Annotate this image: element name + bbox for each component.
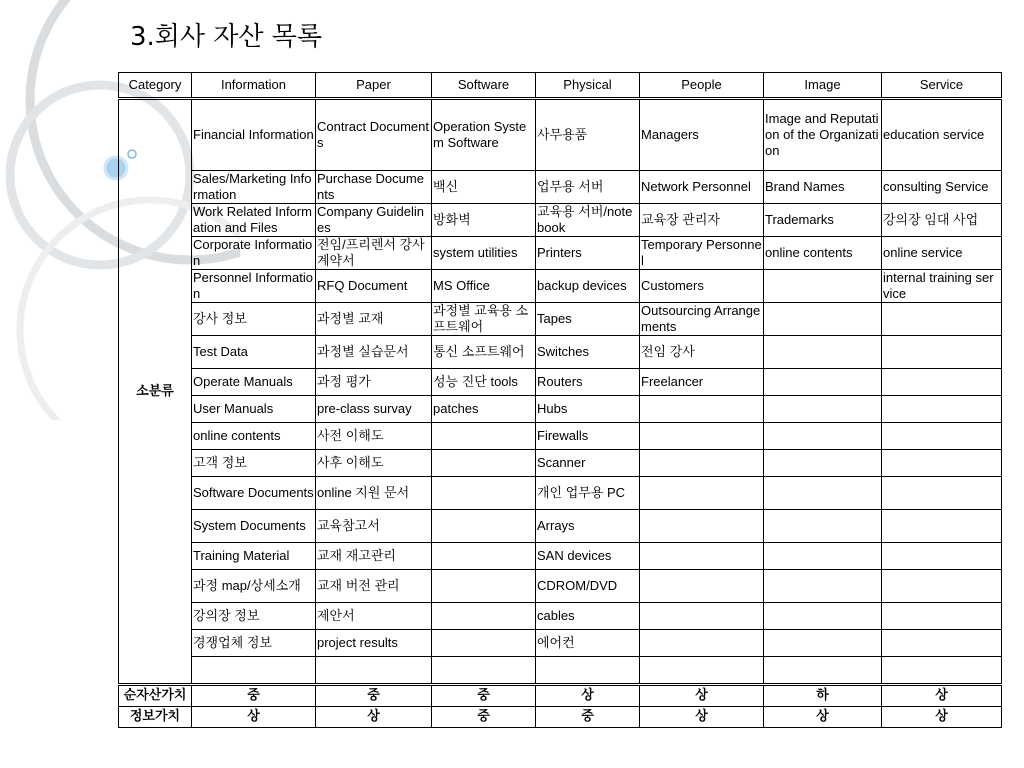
table-cell-paper: 과정 평가	[316, 369, 432, 396]
table-row	[119, 237, 1002, 270]
table-cell-information: Operate Manuals	[192, 369, 316, 396]
value-cell-people: 상	[640, 685, 764, 707]
table-row	[119, 570, 1002, 603]
table-cell-physical: Printers	[536, 237, 640, 270]
table-cell-service: 강의장 임대 사업	[882, 204, 1002, 237]
table-cell-information: System Documents	[192, 510, 316, 543]
table-cell-service	[882, 303, 1002, 336]
table-cell-information: User Manuals	[192, 396, 316, 423]
table-cell-software: 과정별 교육용 소프트웨어	[432, 303, 536, 336]
table-cell-paper: online 지원 문서	[316, 477, 432, 510]
table-cell-information: Financial Information	[192, 99, 316, 171]
table-cell-physical: 개인 업무용 PC	[536, 477, 640, 510]
table-cell-software: 성능 진단 tools	[432, 369, 536, 396]
table-row	[119, 477, 1002, 510]
table-cell-physical: 에어컨	[536, 630, 640, 657]
table-cell-software: 백신	[432, 171, 536, 204]
table-cell-service	[882, 336, 1002, 369]
value-cell-people: 상	[640, 707, 764, 728]
table-cell-blank	[640, 657, 764, 685]
table-cell-physical: 교육용 서버/notebook	[536, 204, 640, 237]
table-cell-image	[764, 477, 882, 510]
table-cell-information: 고객 정보	[192, 450, 316, 477]
table-cell-service	[882, 543, 1002, 570]
value-cell-physical: 중	[536, 707, 640, 728]
column-header-image: Image	[764, 73, 882, 99]
table-cell-physical: Arrays	[536, 510, 640, 543]
table-cell-image	[764, 423, 882, 450]
column-header-physical: Physical	[536, 73, 640, 99]
table-cell-blank	[316, 657, 432, 685]
table-cell-image	[764, 603, 882, 630]
table-cell-paper: 전임/프리렌서 강사 계약서	[316, 237, 432, 270]
table-cell-software: 통신 소프트웨어	[432, 336, 536, 369]
table-cell-service	[882, 396, 1002, 423]
table-cell-image: Trademarks	[764, 204, 882, 237]
table-row	[119, 369, 1002, 396]
table-cell-physical: Hubs	[536, 396, 640, 423]
table-cell-software	[432, 477, 536, 510]
table-header-row	[119, 73, 1002, 99]
table-cell-software	[432, 510, 536, 543]
table-row	[119, 603, 1002, 630]
table-row	[119, 510, 1002, 543]
value-cell-physical: 상	[536, 685, 640, 707]
table-cell-physical: cables	[536, 603, 640, 630]
table-cell-service	[882, 603, 1002, 630]
table-body	[119, 99, 1002, 728]
table-row	[119, 336, 1002, 369]
value-cell-software: 중	[432, 685, 536, 707]
table-row	[119, 270, 1002, 303]
table-cell-physical: Tapes	[536, 303, 640, 336]
table-cell-image	[764, 396, 882, 423]
table-cell-software	[432, 570, 536, 603]
table-cell-people: Managers	[640, 99, 764, 171]
value-cell-service: 상	[882, 707, 1002, 728]
table-cell-paper: 과정별 실습문서	[316, 336, 432, 369]
table-cell-image	[764, 336, 882, 369]
table-cell-information: 과정 map/상세소개	[192, 570, 316, 603]
table-cell-physical: Firewalls	[536, 423, 640, 450]
table-cell-image	[764, 570, 882, 603]
table-cell-blank	[536, 657, 640, 685]
table-cell-software	[432, 603, 536, 630]
column-header-service: Service	[882, 73, 1002, 99]
table-cell-people	[640, 477, 764, 510]
table-cell-physical: CDROM/DVD	[536, 570, 640, 603]
value-cell-image: 하	[764, 685, 882, 707]
table-cell-people: Freelancer	[640, 369, 764, 396]
table-cell-people: Customers	[640, 270, 764, 303]
column-header-people: People	[640, 73, 764, 99]
table-cell-information: Corporate Information	[192, 237, 316, 270]
table-cell-physical: backup devices	[536, 270, 640, 303]
table-cell-people	[640, 630, 764, 657]
table-cell-physical: Routers	[536, 369, 640, 396]
table-cell-image	[764, 510, 882, 543]
table-cell-blank	[192, 657, 316, 685]
table-cell-physical: 사무용품	[536, 99, 640, 171]
value-row-label: 정보가치	[119, 707, 192, 728]
table-cell-service: education service	[882, 99, 1002, 171]
table-cell-software: patches	[432, 396, 536, 423]
table-cell-service	[882, 510, 1002, 543]
table-row	[119, 303, 1002, 336]
value-cell-paper: 중	[316, 685, 432, 707]
table-row	[119, 99, 1002, 171]
table-row	[119, 543, 1002, 570]
table-cell-paper: 사전 이해도	[316, 423, 432, 450]
value-cell-service: 상	[882, 685, 1002, 707]
table-cell-image	[764, 369, 882, 396]
table-cell-software	[432, 423, 536, 450]
table-cell-physical: SAN devices	[536, 543, 640, 570]
table-row	[119, 396, 1002, 423]
table-row-blank	[119, 657, 1002, 685]
table-cell-service	[882, 630, 1002, 657]
table-cell-paper: Company Guidelines	[316, 204, 432, 237]
table-row	[119, 171, 1002, 204]
table-cell-image	[764, 543, 882, 570]
page-title: 3.회사 자산 목록	[130, 22, 323, 52]
category-cell: 소분류	[119, 99, 192, 685]
table-cell-people: Outsourcing Arrangements	[640, 303, 764, 336]
table-cell-people	[640, 510, 764, 543]
table-cell-information: 경쟁업체 정보	[192, 630, 316, 657]
table-cell-physical: 업무용 서버	[536, 171, 640, 204]
table-cell-people	[640, 543, 764, 570]
table-cell-physical: Scanner	[536, 450, 640, 477]
table-cell-software: Operation System Software	[432, 99, 536, 171]
table-cell-physical: Switches	[536, 336, 640, 369]
value-cell-software: 중	[432, 707, 536, 728]
table-cell-people: 교육장 관리자	[640, 204, 764, 237]
table-cell-paper: pre-class survay	[316, 396, 432, 423]
column-header-information: Information	[192, 73, 316, 99]
table-cell-image: Brand Names	[764, 171, 882, 204]
table-cell-paper: Contract Documents	[316, 99, 432, 171]
table-row	[119, 204, 1002, 237]
table-cell-service	[882, 477, 1002, 510]
table-row	[119, 450, 1002, 477]
table-cell-paper: 제안서	[316, 603, 432, 630]
table-cell-information: Personnel Information	[192, 270, 316, 303]
value-row	[119, 707, 1002, 728]
table-cell-software: 방화벽	[432, 204, 536, 237]
table-cell-information: 강의장 정보	[192, 603, 316, 630]
column-header-category: Category	[119, 73, 192, 99]
value-cell-paper: 상	[316, 707, 432, 728]
table-cell-paper: 과정별 교재	[316, 303, 432, 336]
table-cell-blank	[882, 657, 1002, 685]
table-cell-software: system utilities	[432, 237, 536, 270]
table-cell-information: Software Documents	[192, 477, 316, 510]
asset-table	[118, 72, 1002, 728]
table-cell-paper: 교육참고서	[316, 510, 432, 543]
value-cell-information: 중	[192, 685, 316, 707]
value-row-label: 순자산가치	[119, 685, 192, 707]
table-cell-paper: Purchase Documents	[316, 171, 432, 204]
table-cell-information: online contents	[192, 423, 316, 450]
table-cell-image	[764, 303, 882, 336]
table-cell-service: internal training service	[882, 270, 1002, 303]
table-cell-people	[640, 603, 764, 630]
value-cell-information: 상	[192, 707, 316, 728]
column-header-paper: Paper	[316, 73, 432, 99]
value-row	[119, 685, 1002, 707]
table-cell-people: Network Personnel	[640, 171, 764, 204]
table-cell-information: 강사 정보	[192, 303, 316, 336]
table-cell-software	[432, 543, 536, 570]
table-cell-image: Image and Reputation of the Organization	[764, 99, 882, 171]
table-cell-image: online contents	[764, 237, 882, 270]
column-header-software: Software	[432, 73, 536, 99]
table-cell-software	[432, 450, 536, 477]
table-cell-service	[882, 369, 1002, 396]
table-row	[119, 630, 1002, 657]
table-cell-paper: RFQ Document	[316, 270, 432, 303]
table-cell-paper: 사후 이해도	[316, 450, 432, 477]
table-cell-image	[764, 270, 882, 303]
table-cell-paper: 교재 재고관리	[316, 543, 432, 570]
table-cell-service	[882, 570, 1002, 603]
value-cell-image: 상	[764, 707, 882, 728]
table-cell-people: Temporary Personnel	[641, 237, 762, 268]
table-cell-people	[640, 450, 764, 477]
table-cell-information: Training Material	[192, 543, 316, 570]
table-cell-information: Test Data	[192, 336, 316, 369]
table-cell-blank	[764, 657, 882, 685]
table-cell-software	[432, 630, 536, 657]
table-row	[119, 423, 1002, 450]
table-cell-service: consulting Service	[882, 171, 1002, 204]
table-cell-service	[882, 450, 1002, 477]
table-cell-service: online service	[882, 237, 1002, 270]
table-cell-service	[882, 423, 1002, 450]
table-cell-blank	[432, 657, 536, 685]
table-cell-image	[764, 630, 882, 657]
table-cell-image	[764, 450, 882, 477]
table-cell-paper: project results	[316, 630, 432, 657]
table-cell-software: MS Office	[432, 270, 536, 303]
asset-table-wrapper	[118, 72, 1001, 728]
table-cell-information: Work Related Information and Files	[192, 204, 316, 237]
table-cell-people	[640, 570, 764, 603]
table-cell-paper: 교재 버전 관리	[316, 570, 432, 603]
table-cell-information: Sales/Marketing Information	[192, 171, 316, 204]
table-cell-people	[640, 396, 764, 423]
table-cell-people: 전임 강사	[640, 336, 764, 369]
table-cell-people	[640, 423, 764, 450]
